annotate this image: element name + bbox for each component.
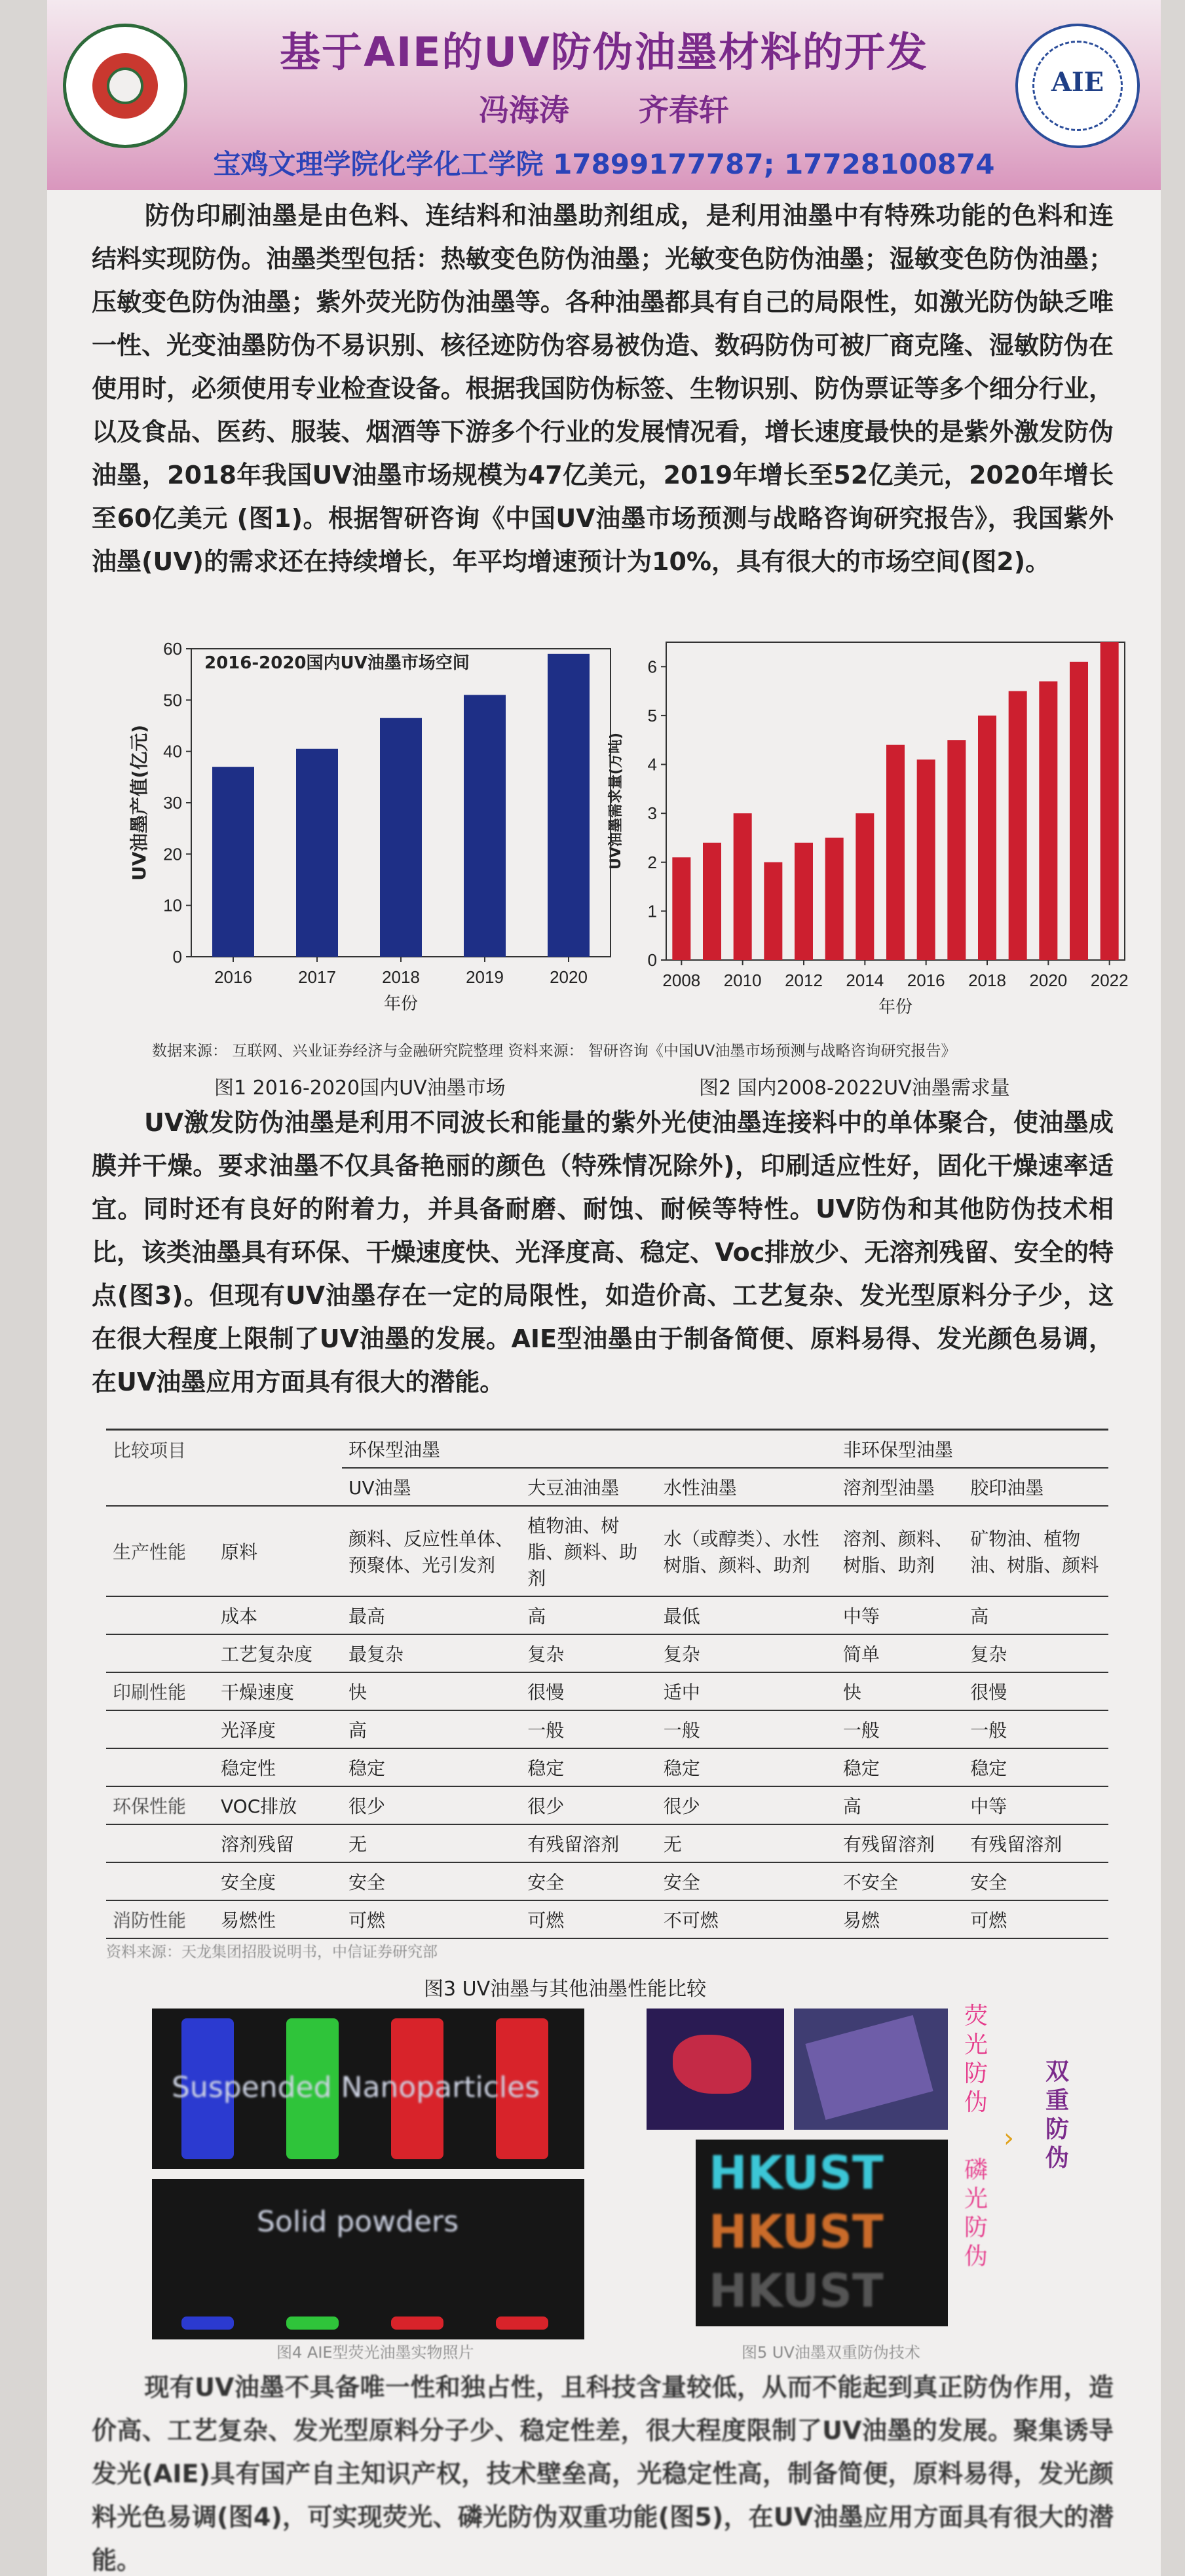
table-cell: 复杂	[964, 1634, 1108, 1672]
bar	[886, 745, 905, 960]
row-property: 安全度	[214, 1862, 342, 1900]
bar	[464, 695, 506, 957]
conclusion-paragraph	[92, 2366, 1114, 2576]
blank-cell	[214, 1468, 342, 1506]
row-property: 工艺复杂度	[214, 1634, 342, 1672]
y-axis-label: UV油墨需求量(万吨)	[608, 732, 624, 870]
y-tick-label: 6	[647, 657, 657, 677]
table-cell: 安全	[964, 1862, 1108, 1900]
fig4-caption: 图4 AIE型荧光油墨实物照片	[276, 2343, 474, 2362]
row-category: 印刷性能	[106, 1672, 214, 1710]
y-tick-label: 40	[163, 741, 182, 761]
row-property: 光泽度	[214, 1710, 342, 1748]
y-tick-label: 20	[163, 844, 182, 864]
table-cell: 一般	[837, 1710, 964, 1748]
bar	[1100, 642, 1119, 960]
hkust-orange: HKUST	[709, 2205, 884, 2259]
table-row	[106, 1634, 1108, 1672]
poster-header	[47, 0, 1161, 190]
table-row	[106, 1900, 1108, 1938]
photo-label-powder: Solid powders	[257, 2205, 459, 2239]
fig2-svg	[591, 632, 1135, 1026]
x-tick-label: 2016	[907, 971, 945, 990]
row-property: 成本	[214, 1596, 342, 1634]
y-tick-label: 30	[163, 793, 182, 813]
table-cell: 稳定	[342, 1748, 521, 1786]
uv-text: UV激发防伪油墨是利用不同波长和能量的紫外光使油墨连接料中的单体聚合，使油墨成膜并干燥。要求油墨不仅具备艳丽的颜色（特殊情况除外)，印刷适应性好，固化干燥速率适宜。同时还有良好的附着力，并具备耐磨、耐蚀、耐候等特性。UV防伪和其他防伪技术相比，该类油墨具有环保、干燥速度快、光泽度高、稳定、Voc排放少、无溶剂残留、安全的特点(图3)。但现有UV油墨存在一定的局限性，如造价高、工艺复杂、发光型原料分子少，这在很大程度上限制了UV油墨的发展。AIE型油墨由于制备简便、原料易得、发光颜色易调，在UV油墨应用方面具有很大的潜能。	[92, 1108, 1114, 1396]
row-category: 消防性能	[106, 1900, 214, 1938]
table-cell: 颜料、反应性单体、预聚体、光引发剂	[342, 1506, 521, 1596]
blank-cell	[106, 1468, 214, 1506]
table-cell: 溶剂、颜料、树脂、助剂	[837, 1506, 964, 1596]
table-cell: 安全	[342, 1862, 521, 1900]
table-header-row-1	[106, 1430, 1108, 1469]
uv-paragraph	[92, 1101, 1114, 1404]
table-cell: 无	[342, 1824, 521, 1862]
table-cell: 最低	[657, 1596, 837, 1634]
table-cell: 高	[837, 1786, 964, 1824]
x-tick-label: 2014	[846, 971, 884, 990]
row-property: 原料	[214, 1506, 342, 1596]
fig1-svg	[106, 632, 630, 1026]
row-category	[106, 1748, 214, 1786]
y-tick-label: 5	[647, 705, 657, 725]
table-cell: 适中	[657, 1672, 837, 1710]
hkust-gray: HKUST	[709, 2264, 884, 2318]
fluorescent-art-photo	[647, 2009, 784, 2130]
row-property: 易燃性	[214, 1900, 342, 1938]
bar	[1039, 682, 1057, 960]
chart-title: 2016-2020国内UV油墨市场空间	[204, 653, 470, 673]
table-cell: 很慢	[964, 1672, 1108, 1710]
fluorescent-cards-photo	[794, 2009, 948, 2130]
header-nongreen-ink: 非环保型油墨	[837, 1430, 1108, 1469]
table-cell: 安全	[657, 1862, 837, 1900]
x-axis-label: 年份	[878, 997, 913, 1017]
table-cell: 可燃	[521, 1900, 657, 1938]
table-cell: 高	[521, 1596, 657, 1634]
table-cell: 有残留溶剂	[521, 1824, 657, 1862]
y-tick-label: 3	[647, 803, 657, 824]
table-row	[106, 1506, 1108, 1596]
header-compare-item: 比较项目	[106, 1430, 214, 1469]
red-powder	[391, 2316, 443, 2330]
intro-text: 防伪印刷油墨是由色料、连结料和油墨助剂组成，是利用油墨中有特殊功能的色料和连结料实现防伪。油墨类型包括：热敏变色防伪油墨；光敏变色防伪油墨；湿敏变色防伪油墨；压敏变色防伪油墨；紫外荧光防伪油墨等。各种油墨都具有自己的局限性，如激光防伪缺乏唯一性、光变油墨防伪不易识别、核径迹防伪容易被伪造、数码防伪可被厂商克隆、湿敏防伪在使用时，必须使用专业检查设备。根据我国防伪标签、生物识别、防伪票证等多个细分行业，以及食品、医药、服装、烟酒等下游多个行业的发展情况看，增长速度最快的是紫外激发防伪油墨，2018年我国UV油墨市场规模为47亿美元，2019年增长至52亿美元，2020年增长至60亿美元 (图1)。根据智研咨询《中国UV油墨市场预测与战略咨询研究报告》，我国紫外油墨(UV)的需求还在持续增长，年平均增速预计为10%，具有很大的市场空间(图2)。	[92, 201, 1114, 576]
fig2-caption: 图2 国内2008-2022UV油墨需求量	[699, 1077, 1010, 1100]
fig5-caption: 图5 UV油墨双重防伪技术	[742, 2343, 920, 2362]
table-row	[106, 1596, 1108, 1634]
bar	[734, 813, 752, 960]
aie-logo-text: AIE	[1051, 67, 1104, 98]
table-cell: 可燃	[342, 1900, 521, 1938]
y-tick-label: 50	[163, 690, 182, 710]
table-cell: 复杂	[521, 1634, 657, 1672]
header-offset-ink: 胶印油墨	[964, 1468, 1108, 1506]
x-tick-label: 2016	[214, 967, 252, 987]
header-green-ink: 环保型油墨	[342, 1430, 837, 1469]
table-cell: 水（或醇类）、水性树脂、颜料、助剂	[657, 1506, 837, 1596]
table-row	[106, 1824, 1108, 1862]
suspension-photo	[152, 2009, 584, 2169]
row-category: 生产性能	[106, 1506, 214, 1596]
bar	[380, 718, 422, 957]
x-tick-label: 2008	[662, 971, 701, 990]
university-logo	[63, 24, 187, 148]
conclusion-text: 现有UV油墨不具备唯一性和独占性，且科技含量较低，从而不能起到真正防伪作用，造价高、工艺复杂、发光型原料分子少、稳定性差，很大程度限制了UV油墨的发展。聚集诱导发光(AIE)具有国产自主知识产权，技术壁垒高，光稳定性高，制备简便，原料易得，发光颜料光色易调(图4)，可实现荧光、磷光防伪双重功能(图5)，在UV油墨应用方面具有很大的潜能。	[92, 2373, 1114, 2575]
row-category	[106, 1596, 214, 1634]
x-tick-label: 2020	[1029, 971, 1068, 990]
y-tick-label: 0	[172, 947, 182, 967]
aie-logo	[1015, 24, 1140, 148]
x-tick-label: 2020	[550, 967, 588, 987]
y-axis-label: UV油墨产值(亿元)	[128, 724, 150, 881]
bar	[703, 843, 721, 960]
x-tick-label: 2017	[298, 967, 336, 987]
table-cell: 中等	[964, 1786, 1108, 1824]
phosphorescence-label: 磷光防伪	[964, 2157, 988, 2270]
x-tick-label: 2019	[466, 967, 504, 987]
logo-center	[107, 67, 143, 104]
table-cell: 最高	[342, 1596, 521, 1634]
hkust-photo	[696, 2140, 948, 2326]
figure-1-chart	[106, 632, 630, 1026]
table-cell: 稳定	[657, 1748, 837, 1786]
table-cell: 无	[657, 1824, 837, 1862]
poster	[47, 0, 1161, 2576]
table-cell: 高	[964, 1596, 1108, 1634]
table-row	[106, 1748, 1108, 1786]
row-property: 干燥速度	[214, 1672, 342, 1710]
bar	[212, 767, 254, 957]
table-cell: 稳定	[521, 1748, 657, 1786]
authors: 冯海涛 齐春轩	[478, 92, 729, 128]
y-tick-label: 60	[163, 639, 182, 659]
header-water-ink: 水性油墨	[657, 1468, 837, 1506]
row-property: 稳定性	[214, 1748, 342, 1786]
table-row	[106, 1672, 1108, 1710]
table-cell: 快	[342, 1672, 521, 1710]
header-soy-ink: 大豆油油墨	[521, 1468, 657, 1506]
table-cell: 快	[837, 1672, 964, 1710]
red-figure	[673, 2035, 751, 2094]
bar	[296, 749, 338, 957]
row-property: VOC排放	[214, 1786, 342, 1824]
x-tick-label: 2018	[382, 967, 420, 987]
y-tick-label: 2	[647, 852, 657, 872]
poster-title: 基于AIE的UV防伪油墨材料的开发	[280, 28, 928, 76]
table-cell: 有残留溶剂	[964, 1824, 1108, 1862]
blue-powder	[181, 2316, 234, 2330]
figure-2-chart	[591, 632, 1135, 1026]
affiliation: 宝鸡文理学院化学化工学院 17899177787; 17728100874	[213, 148, 995, 180]
row-category	[106, 1710, 214, 1748]
y-tick-label: 4	[647, 754, 657, 775]
table-cell: 不可燃	[657, 1900, 837, 1938]
row-category	[106, 1634, 214, 1672]
table-header-row-2	[106, 1468, 1108, 1506]
card-stack	[805, 2015, 933, 2120]
arrow-right-icon: ›	[1004, 2123, 1014, 2153]
bar	[672, 857, 690, 960]
y-tick-label: 10	[163, 895, 182, 915]
green-powder	[286, 2316, 339, 2330]
table-cell: 稳定	[837, 1748, 964, 1786]
table-cell: 不安全	[837, 1862, 964, 1900]
table-row	[106, 1786, 1108, 1824]
dual-label: 双重防伪	[1045, 2058, 1069, 2172]
header-spacer	[214, 1430, 342, 1469]
bar	[548, 654, 590, 957]
row-property: 溶剂残留	[214, 1824, 342, 1862]
fig3-caption: 图3 UV油墨与其他油墨性能比较	[424, 1978, 707, 2001]
table-row	[106, 1862, 1108, 1900]
bar	[856, 813, 874, 960]
table-cell: 可燃	[964, 1900, 1108, 1938]
table-body	[106, 1506, 1108, 1938]
row-category: 环保性能	[106, 1786, 214, 1824]
bar	[1070, 662, 1088, 960]
bar	[1009, 691, 1027, 960]
table-cell: 很少	[342, 1786, 521, 1824]
header-uv-ink: UV油墨	[342, 1468, 521, 1506]
powder-photo	[152, 2179, 584, 2339]
comparison-table	[106, 1429, 1108, 1939]
table-cell: 一般	[521, 1710, 657, 1748]
table-cell: 易燃	[837, 1900, 964, 1938]
y-tick-label: 1	[647, 901, 657, 921]
table-cell: 很少	[657, 1786, 837, 1824]
x-tick-label: 2010	[723, 971, 762, 990]
intro-paragraph	[92, 194, 1114, 583]
fig1-caption: 图1 2016-2020国内UV油墨市场	[214, 1077, 506, 1100]
y-tick-label: 0	[647, 950, 657, 970]
bar	[947, 740, 966, 960]
red-powder	[496, 2316, 548, 2330]
hkust-cyan: HKUST	[709, 2146, 884, 2200]
table-cell: 高	[342, 1710, 521, 1748]
header-solvent-ink: 溶剂型油墨	[837, 1468, 964, 1506]
x-tick-label: 2018	[968, 971, 1006, 990]
table-cell: 一般	[964, 1710, 1108, 1748]
x-tick-label: 2012	[785, 971, 823, 990]
table-source: 资料来源：天龙集团招股说明书，中信证券研究部	[106, 1944, 438, 1961]
table-cell: 一般	[657, 1710, 837, 1748]
row-category	[106, 1824, 214, 1862]
row-category	[106, 1862, 214, 1900]
fluorescence-label: 荧光防伪	[964, 2003, 988, 2116]
table-cell: 复杂	[657, 1634, 837, 1672]
bar	[795, 843, 813, 960]
table-cell: 矿物油、植物油、树脂、颜料	[964, 1506, 1108, 1596]
data-source: 数据来源： 互联网、兴业证券经济与金融研究院整理 资料来源： 智研咨询《中国UV油墨市场预测与战略咨询研究报告》	[152, 1043, 956, 1060]
table-cell: 稳定	[964, 1748, 1108, 1786]
bar	[978, 716, 996, 960]
table-cell: 最复杂	[342, 1634, 521, 1672]
bar	[764, 862, 782, 960]
bar	[825, 837, 844, 960]
table-cell: 简单	[837, 1634, 964, 1672]
table-row	[106, 1710, 1108, 1748]
table-cell: 中等	[837, 1596, 964, 1634]
table-cell: 很慢	[521, 1672, 657, 1710]
table-cell: 有残留溶剂	[837, 1824, 964, 1862]
x-tick-label: 2022	[1090, 971, 1129, 990]
x-axis-label: 年份	[383, 994, 419, 1014]
table-cell: 很少	[521, 1786, 657, 1824]
table-cell: 植物油、树脂、颜料、助剂	[521, 1506, 657, 1596]
table-cell: 安全	[521, 1862, 657, 1900]
photo-label-suspension: Suspended Nanoparticles	[172, 2071, 540, 2104]
bar	[917, 759, 935, 960]
